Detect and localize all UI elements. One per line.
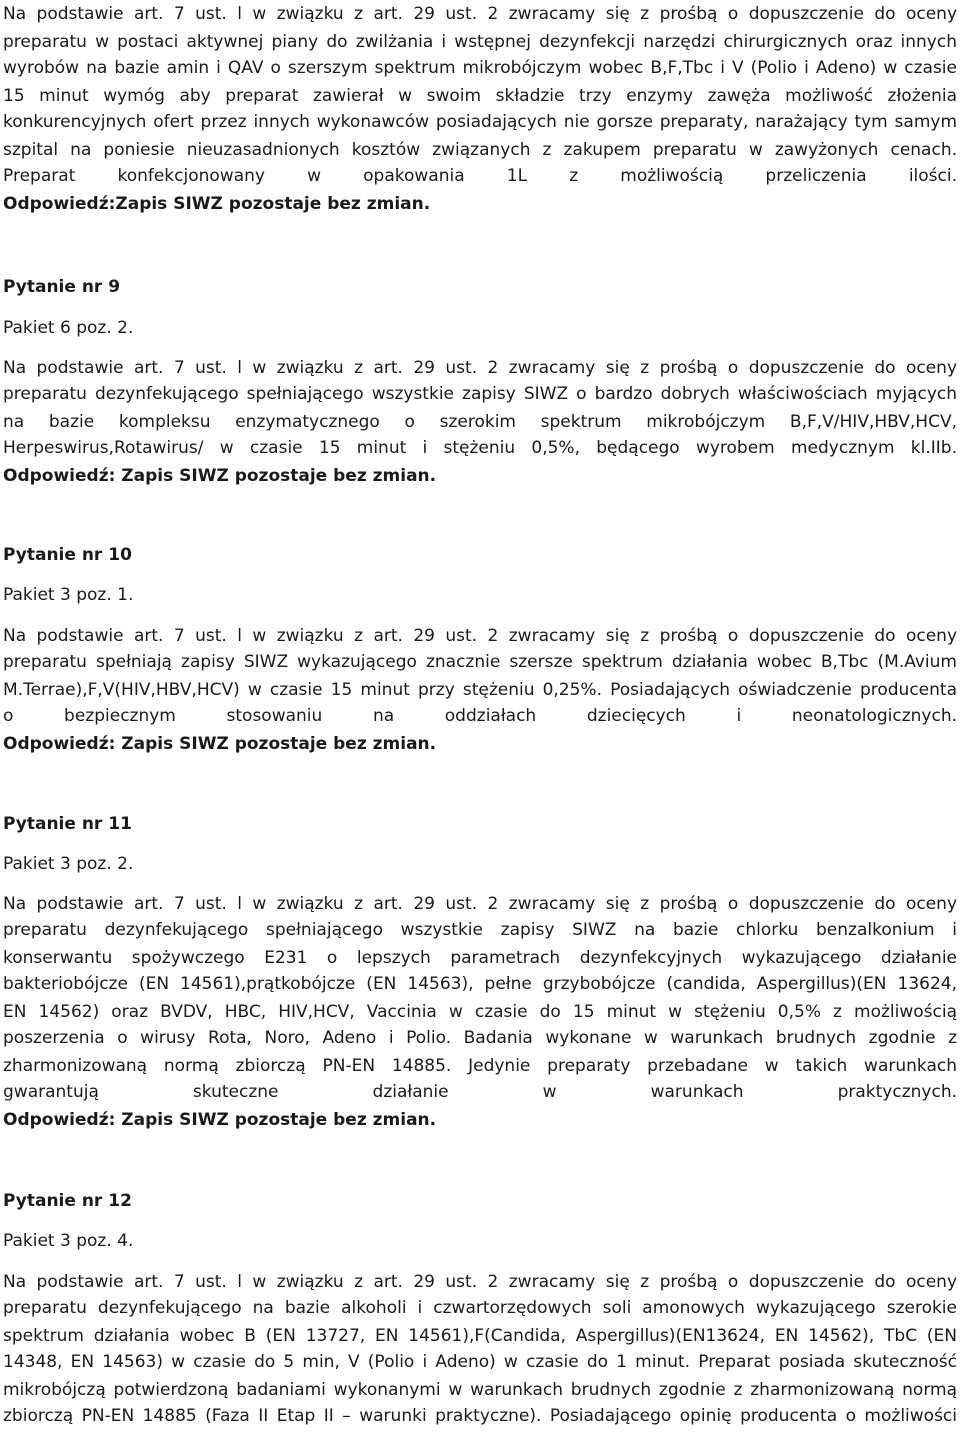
- paragraph-line: spektrum działania wobec B (EN 13727, EN 14561),F(Candida, Aspergillus)(EN13624, EN 14562), TbC (EN: [3, 1326, 957, 1346]
- package-label: Pakiet 3 poz. 2.: [3, 854, 134, 874]
- answer-text: Odpowiedź: Zapis SIWZ pozostaje bez zmian.: [3, 466, 437, 486]
- question-title: Pytanie nr 10: [3, 545, 132, 565]
- paragraph-line: Na podstawie art. 7 ust. l w związku z art. 29 ust. 2 zwracamy się z prośbą o dopuszczenie do oceny: [3, 626, 957, 646]
- package-label: Pakiet 3 poz. 1.: [3, 585, 134, 605]
- package-label: Pakiet 6 poz. 2.: [3, 318, 134, 338]
- paragraph-line: Na podstawie art. 7 ust. l w związku z art. 29 ust. 2 zwracamy się z prośbą o dopuszczenie do oceny: [3, 894, 957, 914]
- paragraph-line: Herpeswirus,Rotawirus/ w czasie 15 minut i stężeniu 0,5%, będącego wyrobem medycznym kl.IIb.: [3, 438, 957, 458]
- paragraph-line: Na podstawie art. 7 ust. l w związku z art. 29 ust. 2 zwracamy się z prośbą o dopuszczenie do oceny: [3, 4, 957, 24]
- paragraph-line: M.Terrae),F,V(HIV,HBV,HCV) w czasie 15 minut przy stężeniu 0,25%. Posiadających oświadczenie producenta: [3, 680, 957, 700]
- answer-text: Odpowiedź:Zapis SIWZ pozostaje bez zmian.: [3, 194, 431, 214]
- paragraph-line: o bezpiecznym stosowaniu na oddziałach dziecięcych i neonatologicznych.: [3, 706, 957, 726]
- paragraph-line: Na podstawie art. 7 ust. l w związku z art. 29 ust. 2 zwracamy się z prośbą o dopuszczenie do oceny: [3, 1272, 957, 1292]
- package-label: Pakiet 3 poz. 4.: [3, 1231, 134, 1251]
- paragraph-line: 15 minut wymóg aby preparat zawierał w swoim składzie trzy enzymy zawęża możliwość złożenia: [3, 86, 957, 106]
- paragraph-line: mikrobójczą potwierdzoną badaniami wykonanymi w warunkach brudnych zgodnie z zharmonizowaną normą: [3, 1380, 957, 1400]
- paragraph-line: na bazie kompleksu enzymatycznego o szerokim spektrum mikrobójczym B,F,V/HIV,HBV,HCV,: [3, 412, 957, 432]
- question-title: Pytanie nr 11: [3, 814, 132, 834]
- paragraph-line: preparatu w postaci aktywnej piany do zwilżania i wstępnej dezynfekcji narzędzi chirurgicznych oraz innych: [3, 32, 957, 52]
- paragraph-line: konserwantu spożywczego E231 o lepszych parametrach dezynfekcyjnych wykazującego działanie: [3, 948, 957, 968]
- paragraph-line: zbiorczą PN-EN 14885 (Faza II Etap II – warunki praktyczne). Posiadającego opinię producenta o możliwości: [3, 1406, 957, 1426]
- paragraph-line: wyrobów na bazie amin i QAV o szerszym spektrum mikrobójczym wobec B,F,Tbc i V (Polio i Adeno) w czasie: [3, 58, 957, 78]
- paragraph-line: preparatu dezynfekującego na bazie alkoholi i czwartorzędowych soli amonowych wykazującego szerokie: [3, 1298, 957, 1318]
- answer-text: Odpowiedź: Zapis SIWZ pozostaje bez zmian.: [3, 1110, 437, 1130]
- paragraph-line: szpital na poniesie nieuzasadnionych kosztów związanych z zakupem preparatu w zawyżonych cenach.: [3, 140, 957, 160]
- paragraph-line: preparatu dezynfekującego spełniającego wszystkie zapisy SIWZ o bardzo dobrych właściwościach myjących: [3, 384, 957, 404]
- paragraph-line: preparatu spełniają zapisy SIWZ wykazującego znacznie szersze spektrum działania wobec B,Tbc (M.Avium: [3, 652, 957, 672]
- answer-text: Odpowiedź: Zapis SIWZ pozostaje bez zmian.: [3, 734, 437, 754]
- paragraph-line: poszerzenia o wirusy Rota, Noro, Adeno i Polio. Badania wykonane w warunkach brudnych zgodnie z: [3, 1028, 957, 1048]
- question-title: Pytanie nr 9: [3, 277, 121, 297]
- paragraph-line: bakteriobójcze (EN 14561),prątkobójcze (EN 14563), pełne grzybobójcze (candida, Aspergillus)(EN 13624,: [3, 974, 957, 994]
- paragraph-line: 14348, EN 14563) w czasie do 5 min, V (Polio i Adeno) w czasie do 1 minut. Preparat posiada skuteczność: [3, 1352, 957, 1372]
- paragraph-line: gwarantują skuteczne działanie w warunkach praktycznych.: [3, 1082, 957, 1102]
- paragraph-line: zharmonizowaną normą zbiorczą PN-EN 14885. Jedynie preparaty przebadane w takich warunkach: [3, 1056, 957, 1076]
- paragraph-line: preparatu dezynfekującego spełniającego wszystkie zapisy SIWZ na bazie chlorku benzalkonium i: [3, 920, 957, 940]
- paragraph-line: Preparat konfekcjonowany w opakowania 1L z możliwością przeliczenia ilości.: [3, 166, 957, 186]
- paragraph-line: EN 14562) oraz BVDV, HBC, HIV,HCV, Vaccinia w czasie do 15 minut w stężeniu 0,5% z możliwością: [3, 1002, 957, 1022]
- paragraph-line: konkurencyjnych ofert przez innych wykonawców posiadających nie gorsze preparaty, narażający tym samym: [3, 112, 957, 132]
- question-title: Pytanie nr 12: [3, 1191, 132, 1211]
- paragraph-line: Na podstawie art. 7 ust. l w związku z art. 29 ust. 2 zwracamy się z prośbą o dopuszczenie do oceny: [3, 358, 957, 378]
